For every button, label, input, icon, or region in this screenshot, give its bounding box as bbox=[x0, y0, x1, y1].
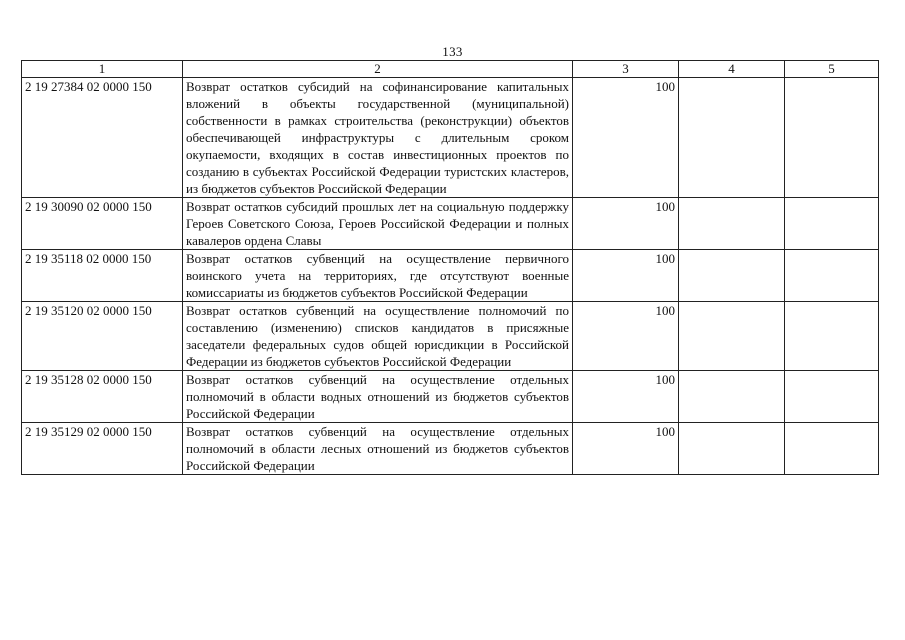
table-row bbox=[22, 371, 879, 423]
row-code: 2 19 30090 02 0000 150 bbox=[22, 198, 183, 250]
row-name: Возврат остатков субвенций на осуществление отдельных полномочий в области лесных отношений из бюджетов субъектов Российской Федерации bbox=[183, 423, 573, 475]
row-code: 2 19 35128 02 0000 150 bbox=[22, 371, 183, 423]
header-col-3: 3 bbox=[573, 61, 679, 78]
row-code: 2 19 35129 02 0000 150 bbox=[22, 423, 183, 475]
row-col3-amount: 100 bbox=[573, 423, 679, 475]
row-col5 bbox=[785, 302, 879, 371]
row-col4 bbox=[679, 250, 785, 302]
row-col5 bbox=[785, 423, 879, 475]
page-number: 133 bbox=[442, 44, 463, 59]
row-col5 bbox=[785, 78, 879, 198]
row-col4 bbox=[679, 198, 785, 250]
row-code: 2 19 35118 02 0000 150 bbox=[22, 250, 183, 302]
header-col-2: 2 bbox=[183, 61, 573, 78]
row-name: Возврат остатков субвенций на осуществление полномочий по составлению (изменению) списков кандидатов в присяжные заседатели федеральных судов общей юрисдикции в Российской Федерации из бюджетов субъектов Российской Федерации bbox=[183, 302, 573, 371]
table-row bbox=[22, 198, 879, 250]
row-col5 bbox=[785, 250, 879, 302]
row-col4 bbox=[679, 302, 785, 371]
row-col5 bbox=[785, 371, 879, 423]
row-col4 bbox=[679, 371, 785, 423]
table-header bbox=[22, 61, 879, 78]
row-col4 bbox=[679, 78, 785, 198]
row-name: Возврат остатков субвенций на осуществление отдельных полномочий в области водных отношений из бюджетов субъектов Российской Федерации bbox=[183, 371, 573, 423]
table-body bbox=[22, 78, 879, 475]
table-row bbox=[22, 302, 879, 371]
row-col3-amount: 100 bbox=[573, 78, 679, 198]
row-col4 bbox=[679, 423, 785, 475]
row-code: 2 19 27384 02 0000 150 bbox=[22, 78, 183, 198]
row-name: Возврат остатков субсидий прошлых лет на социальную поддержку Героев Советского Союза, Героев Российской Федерации и полных кавалеров ордена Славы bbox=[183, 198, 573, 250]
budget-table bbox=[21, 60, 879, 475]
row-col3-amount: 100 bbox=[573, 250, 679, 302]
header-row bbox=[22, 61, 879, 78]
row-name: Возврат остатков субвенций на осуществление первичного воинского учета на территориях, где отсутствуют военные комиссариаты из бюджетов субъектов Российской Федерации bbox=[183, 250, 573, 302]
table-row bbox=[22, 78, 879, 198]
table-row bbox=[22, 423, 879, 475]
row-code: 2 19 35120 02 0000 150 bbox=[22, 302, 183, 371]
row-col3-amount: 100 bbox=[573, 371, 679, 423]
row-col3-amount: 100 bbox=[573, 198, 679, 250]
header-col-1: 1 bbox=[22, 61, 183, 78]
header-col-5: 5 bbox=[785, 61, 879, 78]
row-col3-amount: 100 bbox=[573, 302, 679, 371]
table-row bbox=[22, 250, 879, 302]
header-col-4: 4 bbox=[679, 61, 785, 78]
row-col5 bbox=[785, 198, 879, 250]
row-name: Возврат остатков субсидий на софинансирование капитальных вложений в объекты государственной (муниципальной) собственности в рамках строительства (реконструкции) объектов обеспечивающей инфраструктуры с длительным сроком окупаемости, входящих в состав инвестиционных проектов по созданию в субъектах Российской Федерации туристских кластеров, из бюджетов субъектов Российской Федерации bbox=[183, 78, 573, 198]
